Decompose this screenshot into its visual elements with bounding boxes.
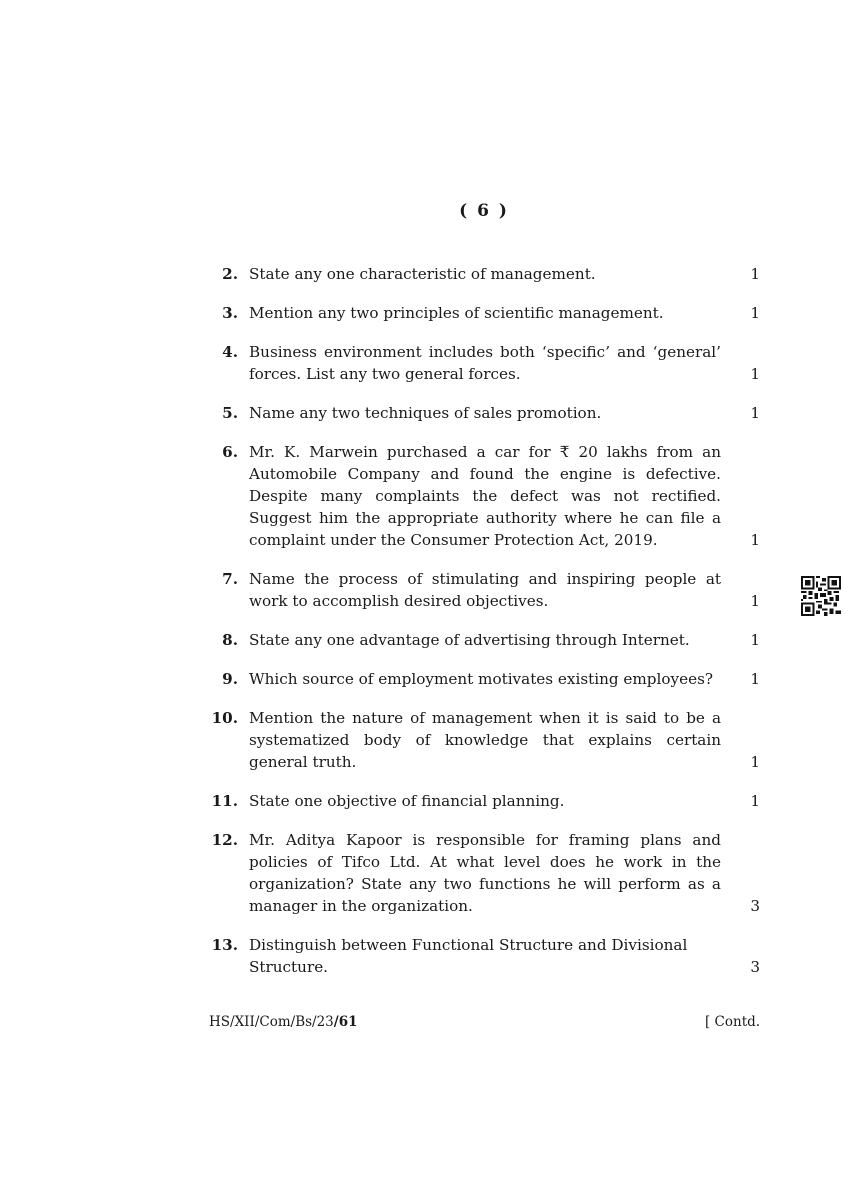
question-number: 11. xyxy=(211,792,238,810)
question-item xyxy=(205,790,765,812)
question-marks: 3 xyxy=(750,958,760,976)
question-marks: 1 xyxy=(750,531,760,549)
question-item xyxy=(205,402,765,424)
page-number: ( 6 ) xyxy=(459,201,509,221)
paper-code-suffix: /61 xyxy=(333,1014,358,1030)
question-item xyxy=(205,441,765,551)
question-marks: 3 xyxy=(750,897,760,915)
paper-code xyxy=(209,1014,358,1030)
question-item xyxy=(205,668,765,690)
question-marks: 1 xyxy=(750,792,760,810)
question-text: Mention any two principles of scientific management. xyxy=(249,304,664,322)
question-item xyxy=(205,934,765,978)
question-text: Mention the nature of management when it is said to be a systematized body of knowledge that explains certain general truth. xyxy=(249,709,721,771)
question-number: 10. xyxy=(211,709,238,727)
question-marks: 1 xyxy=(750,365,760,383)
question-number: 12. xyxy=(211,831,238,849)
question-text: Which source of employment motivates existing employees? xyxy=(249,670,714,688)
paper-code-prefix: HS/XII/Com/Bs/23 xyxy=(209,1014,334,1030)
question-marks: 1 xyxy=(750,592,760,610)
question-marks: 1 xyxy=(750,265,760,283)
question-number: 3. xyxy=(222,304,238,322)
question-item xyxy=(205,629,765,651)
question-marks: 1 xyxy=(750,753,760,771)
question-item xyxy=(205,829,765,917)
question-number: 13. xyxy=(211,936,238,954)
question-marks: 1 xyxy=(750,404,760,422)
question-number: 5. xyxy=(222,404,238,422)
question-marks: 1 xyxy=(750,631,760,649)
question-text: Mr. K. Marwein purchased a car for ₹ 20 lakhs from an Automobile Company and found the engine is defective. Despite many complaints the defect was not rectified. Suggest him the appropriate authority where he can file a complaint under the Consumer Protection Act, 2019. xyxy=(249,443,721,549)
question-text: Name the process of stimulating and inspiring people at work to accomplish desired objectives. xyxy=(249,570,721,610)
question-text: State any one characteristic of management. xyxy=(249,265,596,283)
question-item xyxy=(205,302,765,324)
question-marks: 1 xyxy=(750,670,760,688)
question-item xyxy=(205,341,765,385)
question-text: Mr. Aditya Kapoor is responsible for framing plans and policies of Tifco Ltd. At what level does he work in the organization? State any two functions he will perform as a manager in the organization. xyxy=(249,831,721,915)
question-marks: 1 xyxy=(750,304,760,322)
question-item xyxy=(205,568,765,612)
question-number: 8. xyxy=(222,631,238,649)
question-text: Business environment includes both ‘specific’ and ‘general’ forces. List any two general forces. xyxy=(249,343,721,383)
question-number: 2. xyxy=(222,265,238,283)
question-number: 4. xyxy=(222,343,238,361)
question-text: State one objective of financial planning. xyxy=(249,792,565,810)
question-item xyxy=(205,707,765,773)
question-number: 6. xyxy=(222,443,238,461)
question-text: Distinguish between Functional Structure and Divisional Structure. xyxy=(249,936,688,976)
question-item xyxy=(205,263,765,285)
question-number: 7. xyxy=(222,570,238,588)
question-text: Name any two techniques of sales promotion. xyxy=(249,404,602,422)
question-number: 9. xyxy=(222,670,238,688)
question-list xyxy=(205,263,765,978)
qr-code xyxy=(801,576,841,616)
continued-label: [ Contd. xyxy=(705,1014,761,1030)
question-text: State any one advantage of advertising through Internet. xyxy=(249,631,690,649)
